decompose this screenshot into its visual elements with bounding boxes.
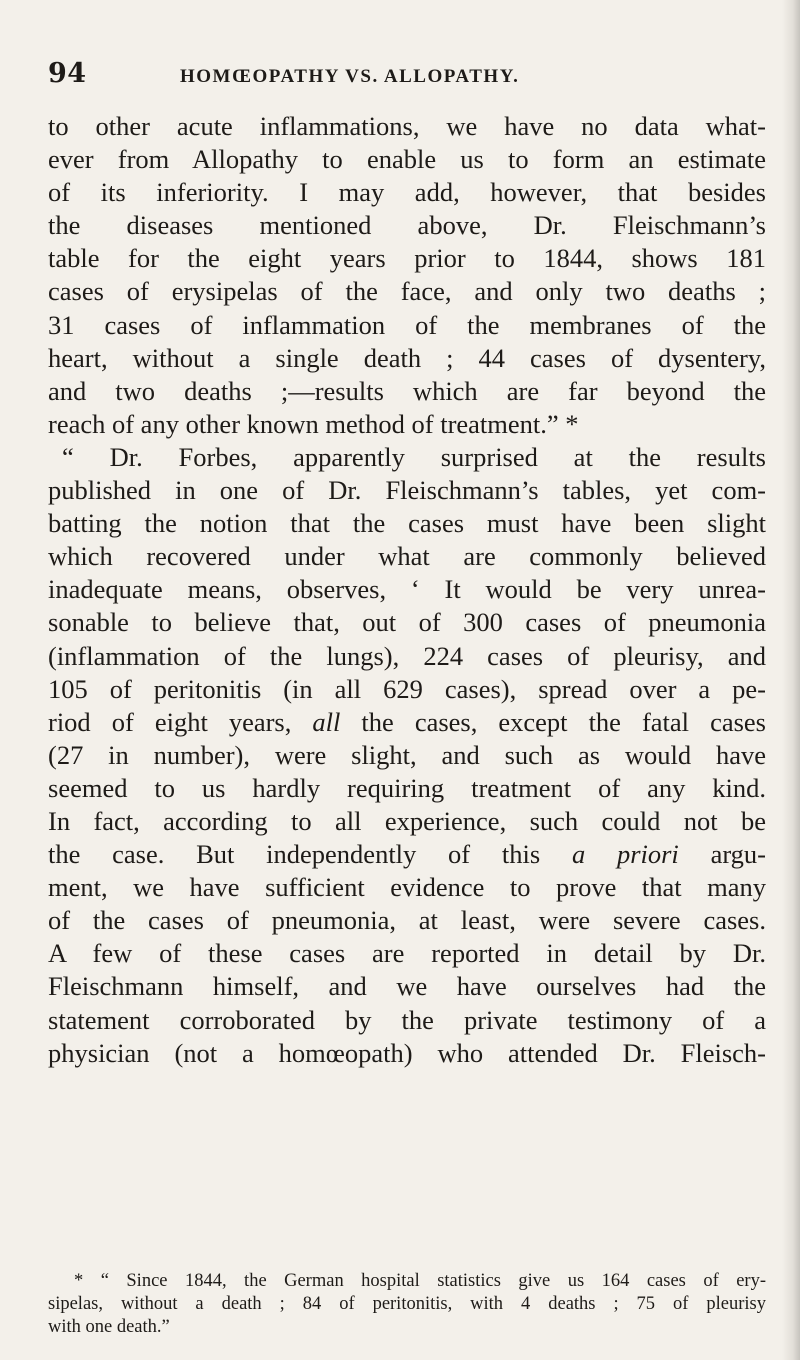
text-line: table for the eight years prior to 1844, shows 181 — [48, 243, 766, 274]
footnote — [48, 1270, 766, 1339]
text-line: the diseases mentioned above, Dr. Fleischmann’s — [48, 210, 766, 241]
page-edge-shadow — [782, 0, 800, 1360]
text-line: of the cases of pneumonia, at least, were severe cases. — [48, 905, 766, 936]
text-line: of its inferiority. I may add, however, that besides — [48, 177, 766, 208]
text-segment: the cases, except the fatal cases — [361, 706, 766, 737]
text-line: cases of erysipelas of the face, and only two deaths ; — [48, 276, 766, 307]
text-line: published in one of Dr. Fleischmann’s tables, yet com- — [48, 475, 766, 506]
text-line: A few of these cases are reported in detail by Dr. — [48, 938, 766, 969]
text-line: inadequate means, observes, ‘ It would be very unrea- — [48, 574, 766, 605]
text-line: ment, we have sufficient evidence to prove that many — [48, 872, 766, 903]
text-line: heart, without a single death ; 44 cases of dysentery, — [48, 342, 766, 373]
footnote-line: with one death.” — [48, 1317, 170, 1337]
page-header — [48, 58, 766, 98]
text-line — [48, 838, 766, 871]
text-line: batting the notion that the cases must have been slight — [48, 508, 766, 539]
text-line: ever from Allopathy to enable us to form an estimate — [48, 144, 766, 175]
text-line: physician (not a homœopath) who attended Dr. Fleisch- — [48, 1037, 766, 1068]
text-line: sonable to believe that, out of 300 cases of pneumonia — [48, 607, 766, 638]
text-line: (27 in number), were slight, and such as would have — [48, 739, 766, 770]
text-line: which recovered under what are commonly believed — [48, 541, 766, 572]
text-line: statement corroborated by the private testimony of a — [48, 1004, 766, 1035]
text-line: 31 cases of inflammation of the membranes of the — [48, 309, 766, 340]
text-segment: the case. But independently of this — [48, 839, 541, 870]
italic-emphasis: a priori — [571, 839, 679, 870]
text-segment: riod of eight years, — [48, 706, 292, 737]
text-line: seemed to us hardly requiring treatment of any kind. — [48, 772, 766, 803]
text-line: “ Dr. Forbes, apparently surprised at the results — [62, 441, 766, 472]
footnote-line: sipelas, without a death ; 84 of peritonitis, with 4 deaths ; 75 of pleurisy — [48, 1294, 766, 1314]
text-line — [48, 706, 766, 739]
text-line: Fleischmann himself, and we have ourselves had the — [48, 971, 766, 1002]
text-line: In fact, according to all experience, such could not be — [48, 805, 766, 836]
text-line: to other acute inflammations, we have no data what- — [48, 111, 766, 141]
footnote-line: * “ Since 1844, the German hospital statistics give us 164 cases of ery- — [74, 1271, 766, 1291]
text-line: (inflammation of the lungs), 224 cases of pleurisy, and — [48, 640, 766, 671]
text-segment: argu- — [710, 839, 767, 870]
text-line: reach of any other known method of treatment.” * — [48, 408, 579, 439]
text-line: and two deaths ;—results which are far beyond the — [48, 375, 766, 406]
text-line: 105 of peritonitis (in all 629 cases), spread over a pe- — [48, 673, 766, 704]
body-text — [48, 110, 766, 1070]
page-number: 94 — [48, 58, 87, 89]
running-head: HOMŒOPATHY VS. ALLOPATHY. — [180, 66, 520, 87]
italic-emphasis: all — [312, 706, 341, 737]
